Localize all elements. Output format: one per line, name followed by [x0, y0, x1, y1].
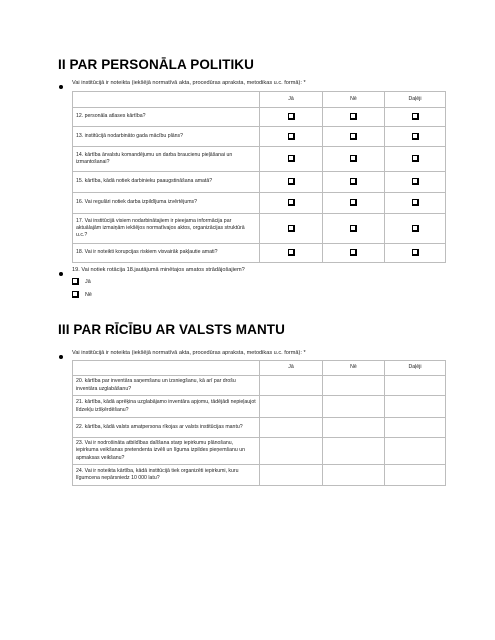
checkbox-no[interactable]	[350, 199, 357, 206]
checkbox-no[interactable]	[350, 113, 357, 120]
row-question: 15. kārtība, kādā notiek darbinieku paaugstināšana amatā?	[73, 172, 260, 193]
checkbox-yes[interactable]	[288, 133, 295, 140]
row-question: 13. institūcijā nodarbināto gada mācību plāns?	[73, 127, 260, 147]
row-question: 24. Vai ir noteikta kārtība, kādā institūcijā tiek organizēti iepirkumi, kuru līgumcena nepārsniedz 10 000 latu?	[73, 465, 260, 486]
table-header-row	[73, 92, 446, 108]
column-header-partly: Daļēji	[385, 92, 446, 108]
checkbox-no[interactable]	[350, 249, 357, 256]
table-row	[73, 438, 446, 465]
table-row	[73, 418, 446, 438]
column-header-no: Nē	[323, 92, 385, 108]
checkbox-partly[interactable]	[412, 249, 419, 256]
row-question: 20. kārtība par inventāra saņemšanu un izsniegšanu, kā arī par drošu inventāra uzglabāšanu?	[73, 376, 260, 396]
checkbox-no[interactable]	[350, 178, 357, 185]
checkbox-partly[interactable]	[412, 225, 419, 232]
table-row	[73, 396, 446, 418]
table-header-blank	[73, 361, 260, 376]
checkbox-yes[interactable]	[288, 155, 295, 162]
q19-option-yes[interactable]	[72, 278, 91, 285]
option-label: Jā	[85, 278, 91, 285]
checkbox-yes[interactable]	[288, 249, 295, 256]
row-question: 17. Vai institūcijā visiem nodarbinātajiem ir pieejama informācija par aktuālajām izmaiņām iekšējos normatīvajos aktos, organizācijas struktūrā u.c.?	[73, 214, 260, 244]
checkbox-partly[interactable]	[412, 133, 419, 140]
section-2-table	[72, 91, 446, 263]
table-row	[73, 172, 446, 193]
option-label: Nē	[85, 291, 92, 298]
row-question: 14. kārtība ārvalstu komandējumu un darba braucienu pieļāšanai un izmantošanai?	[73, 147, 260, 172]
table-row	[73, 108, 446, 127]
bullet-icon	[59, 85, 63, 89]
checkbox-no[interactable]	[350, 155, 357, 162]
column-header-partly: Daļēji	[385, 361, 446, 376]
checkbox-yes[interactable]	[288, 225, 295, 232]
table-row	[73, 214, 446, 244]
row-question: 22. kārtība, kādā valsts amatpersona rīkojas ar valsts institūcijas mantu?	[73, 418, 260, 438]
checkbox-yes[interactable]	[288, 178, 295, 185]
bullet-icon	[59, 272, 63, 276]
section-3-title: III PAR RĪCĪBU AR VALSTS MANTU	[58, 322, 285, 337]
q19-option-no[interactable]	[72, 291, 92, 298]
column-header-yes: Jā	[260, 361, 323, 376]
row-question: 23. Vai ir nodrošināta atbildības dalīšana starp iepirkumu plānošanu, iepirkuma veikšanas pretendenta izvēli un līguma izpildes pieņemšanu un apmaksas veikšanu?	[73, 438, 260, 465]
table-header-row	[73, 361, 446, 376]
column-header-no: Nē	[323, 361, 385, 376]
column-header-yes: Jā	[260, 92, 323, 108]
q19-question: 19. Vai notiek rotācija 18.jautājumā minētajos amatos strādājošajiem?	[72, 267, 245, 273]
row-question: 18. Vai ir noteikti korupcijas riskiem visvairāk pakļautie amati?	[73, 244, 260, 263]
section-3-question: Vai institūcijā ir noteikta (iekšējā normatīvā akta, procedūras apraksta, metodikas u.c. formā): *	[72, 350, 306, 356]
row-question: 12. personāla atlases kārtība?	[73, 108, 260, 127]
table-row	[73, 244, 446, 263]
table-row	[73, 376, 446, 396]
table-row	[73, 127, 446, 147]
checkbox-yes[interactable]	[288, 199, 295, 206]
row-question: 16. Vai regulāri notiek darba izpildījuma izvērtējums?	[73, 193, 260, 214]
checkbox-yes[interactable]	[288, 113, 295, 120]
checkbox-no[interactable]	[350, 225, 357, 232]
table-row	[73, 465, 446, 486]
section-2-question: Vai institūcijā ir noteikta (iekšējā normatīvā akta, procedūras apraksta, metodikas u.c. formā): *	[72, 80, 306, 86]
checkbox-partly[interactable]	[412, 199, 419, 206]
checkbox-partly[interactable]	[412, 113, 419, 120]
section-2-title: II PAR PERSONĀLA POLITIKU	[58, 57, 255, 72]
section-3-table	[72, 360, 446, 486]
table-row	[73, 193, 446, 214]
table-header-blank	[73, 92, 260, 108]
radio-no[interactable]	[72, 291, 79, 298]
checkbox-partly[interactable]	[412, 155, 419, 162]
row-question: 21. kārtība, kādā aprēķina uzglabājamo inventāra apjomu, tādējādi nepieļaujot līdzekļu izšķērdēšanu?	[73, 396, 260, 418]
radio-yes[interactable]	[72, 278, 79, 285]
checkbox-partly[interactable]	[412, 178, 419, 185]
table-row	[73, 147, 446, 172]
checkbox-no[interactable]	[350, 133, 357, 140]
bullet-icon	[59, 355, 63, 359]
